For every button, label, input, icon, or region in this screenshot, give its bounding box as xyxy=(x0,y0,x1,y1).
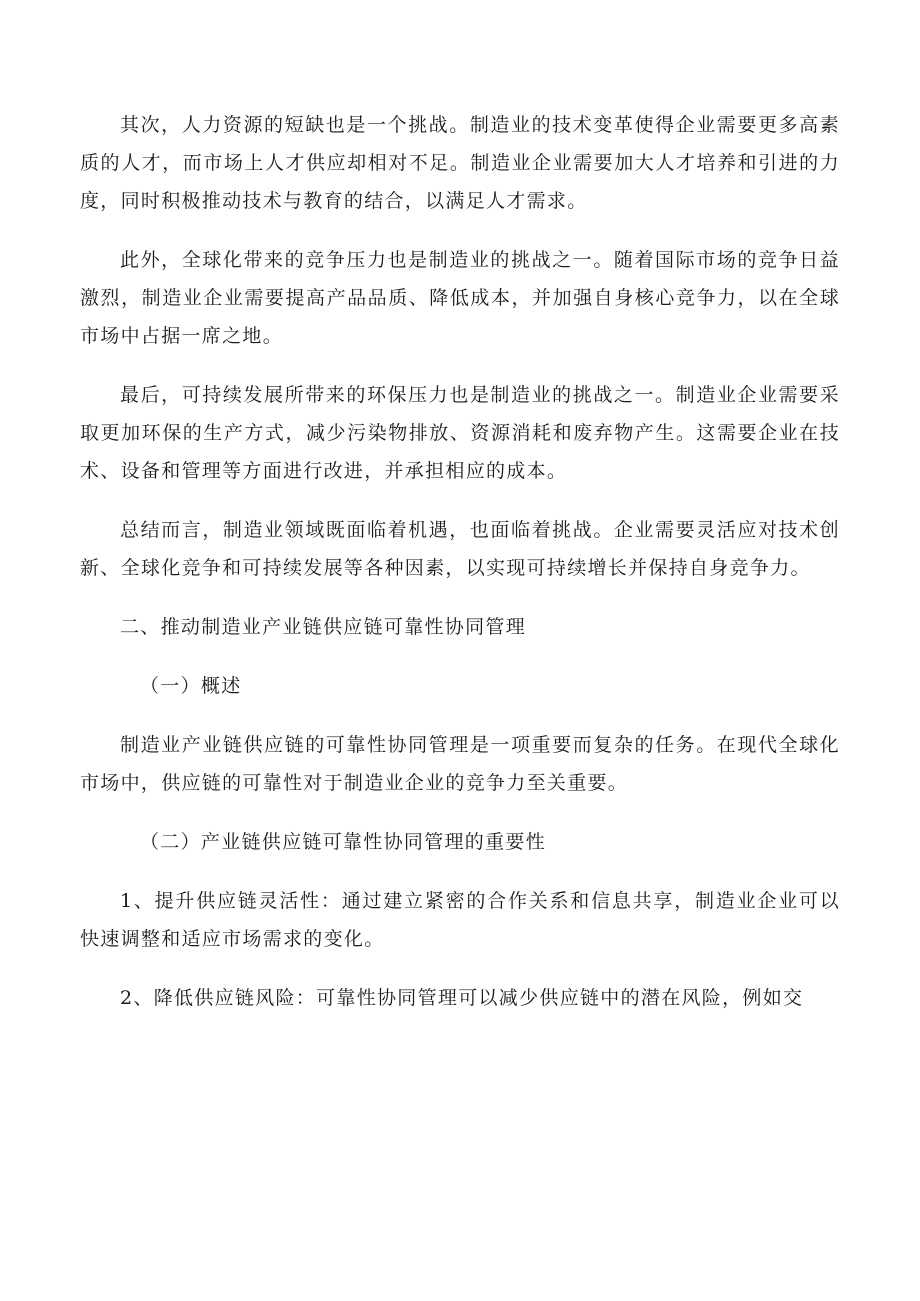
paragraph-summary: 总结而言，制造业领域既面临着机遇，也面临着挑战。企业需要灵活应对技术创新、全球化竞争和可持续发展等各种因素，以实现可持续增长并保持自身竞争力。 xyxy=(80,519,840,579)
paragraph-globalization: 此外，全球化带来的竞争压力也是制造业的挑战之一。随着国际市场的竞争日益激烈，制造业企业需要提高产品品质、降低成本，并加强自身核心竞争力，以在全球市场中占据一席之地。 xyxy=(80,249,840,347)
list-item-risk: 2、降低供应链风险：可靠性协同管理可以减少供应链中的潜在风险，例如交 xyxy=(120,987,804,1009)
paragraph-sustainability: 最后，可持续发展所带来的环保压力也是制造业的挑战之一。制造业企业需要采取更加环保的生产方式，减少污染物排放、资源消耗和废弃物产生。这需要企业在技术、设备和管理等方面进行改进，并承担相应的成本。 xyxy=(80,384,840,482)
section-heading: 二、推动制造业产业链供应链可靠性协同管理 xyxy=(120,616,527,638)
list-item-flexibility: 1、提升供应链灵活性：通过建立紧密的合作关系和信息共享，制造业企业可以快速调整和适应市场需求的变化。 xyxy=(80,890,840,950)
document-body xyxy=(80,106,840,1038)
paragraph-human-resources: 其次，人力资源的短缺也是一个挑战。制造业的技术变革使得企业需要更多高素质的人才，而市场上人才供应却相对不足。制造业企业需要加大人才培养和引进的力度，同时积极推动技术与教育的结合，以满足人才需求。 xyxy=(80,114,840,212)
paragraph-overview: 制造业产业链供应链的可靠性协同管理是一项重要而复杂的任务。在现代全球化市场中，供应链的可靠性对于制造业企业的竞争力至关重要。 xyxy=(80,734,840,794)
subsection-heading-importance: （二）产业链供应链可靠性协同管理的重要性 xyxy=(140,831,547,853)
subsection-heading-overview: （一）概述 xyxy=(140,675,242,697)
